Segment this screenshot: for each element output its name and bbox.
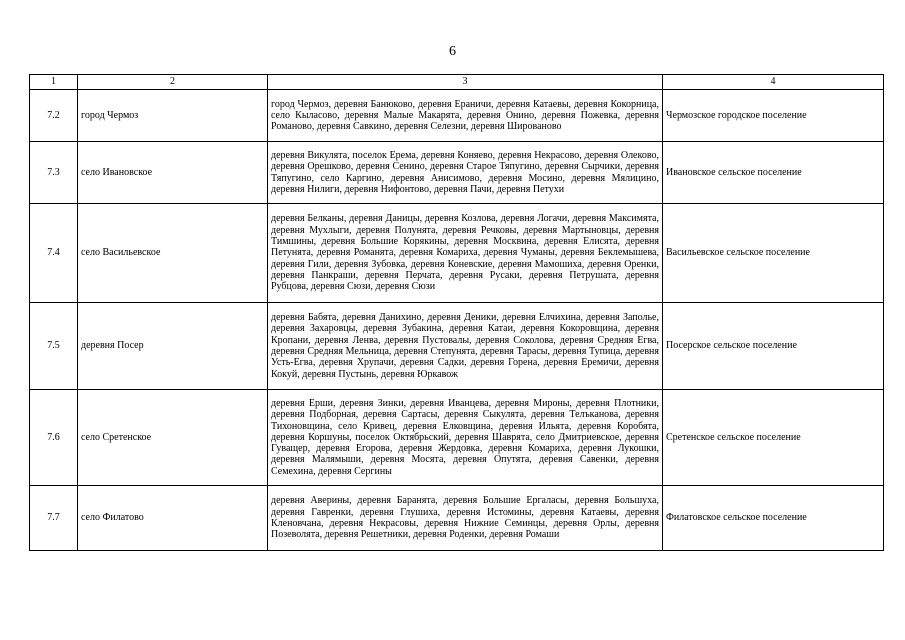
table-header-row: [30, 75, 884, 90]
center-locality: село Сретенское: [78, 390, 268, 486]
settlements-table: [29, 74, 884, 551]
settlement-name: Сретенское сельское поселение: [663, 390, 884, 486]
table-row: [30, 204, 884, 303]
settlement-name: Посерское сельское поселение: [663, 303, 884, 390]
localities-list: город Чермоз, деревня Банюково, деревня Ераничи, деревня Катаевы, деревня Кокорница, село Кыласово, деревня Малые Макарята, деревня Онино, деревня Пожевка, деревня Романово, деревня Савкино, деревня Селезни, деревня Шированово: [268, 90, 663, 142]
row-number: 7.7: [30, 486, 78, 551]
header-cell-1: 1: [30, 75, 78, 90]
localities-list: деревня Ерши, деревня Зинки, деревня Иванцева, деревня Мироны, деревня Плотники, деревня Подборная, деревня Сартасы, деревня Сыкулята, деревня Телъканова, деревня Тихоновщина, село Кривец, деревня Елковщина, деревня Ильята, деревня Коробята, деревня Коршуны, поселок Октябрьский, деревня Шаврята, село Дмитриевское, деревня Гуващер, деревня Егорова, деревня Жердовка, деревня Комариха, деревня Лукошки, деревня Малямыши, деревня Мосята, деревня Опутята, деревня Савенки, деревня Семехина, деревня Сергины: [268, 390, 663, 486]
localities-list: деревня Аверины, деревня Баранята, деревня Большие Ергаласы, деревня Большуха, деревня Гавренки, деревня Глушиха, деревня Истомины, деревня Катаевы, деревня Кленовчана, деревня Некрасовы, деревня Нижние Семинцы, деревня Орлы, деревня Позеволята, деревня Решетники, деревня Роденки, деревня Ромаши: [268, 486, 663, 551]
table-row: [30, 142, 884, 204]
header-cell-2: 2: [78, 75, 268, 90]
table-row: [30, 90, 884, 142]
table-row: [30, 486, 884, 551]
settlement-name: Филатовское сельское поселение: [663, 486, 884, 551]
table-row: [30, 390, 884, 486]
localities-list: деревня Бабята, деревня Данихино, деревня Деники, деревня Елчихина, деревня Заполье, деревня Захаровцы, деревня Зубакина, деревня Катаи, деревня Кокоровщина, деревня Кропани, деревня Ленва, деревня Пустовалы, деревня Соколова, деревня Средняя Егва, деревня Средняя Мельница, деревня Степунята, деревня Тарасы, деревня Тупица, деревня Усть-Егва, деревня Хрупачи, деревня Садки, деревня Горена, деревня Еремичи, деревня Кокуй, деревня Пустынь, деревня Юркавож: [268, 303, 663, 390]
page-number: 6: [449, 44, 456, 59]
center-locality: город Чермоз: [78, 90, 268, 142]
center-locality: село Васильевское: [78, 204, 268, 303]
settlement-name: Ивановское сельское поселение: [663, 142, 884, 204]
center-locality: село Филатово: [78, 486, 268, 551]
center-locality: село Ивановское: [78, 142, 268, 204]
center-locality: деревня Посер: [78, 303, 268, 390]
row-number: 7.4: [30, 204, 78, 303]
table-row: [30, 303, 884, 390]
localities-list: деревня Викулята, поселок Ерема, деревня Коняево, деревня Некрасово, деревня Олеково, деревня Орешково, деревня Сенино, деревня Старое Тяпугино, деревня Сырчики, деревня Тяпугино, село Каргино, деревня Анисимово, деревня Мосино, деревня Мялицино, деревня Нилиги, деревня Нифонтово, деревня Пачи, деревня Петухи: [268, 142, 663, 204]
header-cell-3: 3: [268, 75, 663, 90]
settlement-name: Чермозское городское поселение: [663, 90, 884, 142]
settlement-name: Васильевское сельское поселение: [663, 204, 884, 303]
header-cell-4: 4: [663, 75, 884, 90]
localities-list: деревня Белканы, деревня Даницы, деревня Козлова, деревня Логачи, деревня Максимята, деревня Мухлыги, деревня Полунята, деревня Речковы, деревня Мартыновцы, деревня Тимшины, деревня Большие Корякины, деревня Москвина, деревня Елисята, деревня Петунята, деревня Романята, деревня Комариха, деревня Чуманы, деревня Беклемышева, деревня Гили, деревня Зубовка, деревня Коневские, деревня Мамошиха, деревня Оренки, деревня Панкраши, деревня Перчата, деревня Русаки, деревня Петрушата, деревня Рубцова, деревня Сюзи, деревня Сюзи: [268, 204, 663, 303]
row-number: 7.5: [30, 303, 78, 390]
row-number: 7.6: [30, 390, 78, 486]
row-number: 7.2: [30, 90, 78, 142]
row-number: 7.3: [30, 142, 78, 204]
